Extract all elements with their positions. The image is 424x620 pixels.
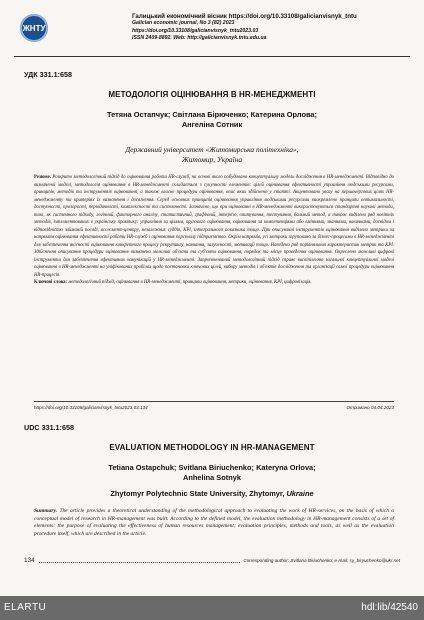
summary-en xyxy=(34,508,394,538)
affiliation-ua xyxy=(30,145,394,164)
journal-doi[interactable]: https://doi.org/10.33108/galicianvisnyk_tntu2023.03 xyxy=(132,27,259,34)
authors-ua-line2: Ангеліна Сотник xyxy=(181,119,243,129)
authors-en-line1: Tetiana Ostapchuk; Svitlana Biriuchenko; Kateryna Orlova; xyxy=(108,463,316,472)
journal-logo: ЖНТУ xyxy=(20,14,48,42)
journal-title-en: Galician economic journal, No 3 (82) 2023 xyxy=(132,20,235,27)
keywords-ua xyxy=(34,279,394,287)
repository-name: ELARTU xyxy=(4,602,47,613)
received-date: Отримано 04.04.2023 xyxy=(346,405,394,410)
keywords-label: Ключові слова: xyxy=(34,280,68,285)
article-doi[interactable]: https://doi.org/10.33108/galicianvisnyk_tntu2023.03.134 xyxy=(34,405,148,410)
title-ua: МЕТОДОЛОГІЯ ОЦІНЮВАННЯ В HR-МЕНЕДЖМЕНТІ xyxy=(108,90,316,99)
title-en: EVALUATION METHODOLOGY IN HR-MANAGEMENT xyxy=(109,443,315,452)
udc-ua: УДК 331.1:658 xyxy=(24,70,72,79)
authors-ua-line1: Тетяна Остапчук; Світлана Бірюченко; Катерина Орлова; xyxy=(106,110,317,119)
journal-header-text xyxy=(132,13,408,43)
affiliation-en-text: Zhytomyr Polytechnic State University, Zhytomyr, xyxy=(110,489,285,498)
page-number: 134 xyxy=(24,557,35,564)
authors-en-line2: Anhelina Sotnyk xyxy=(183,472,241,482)
journal-title: Галицький економічний вісник https://doi.org/10.33108/galicianvisnyk_tntu xyxy=(132,13,357,20)
affiliation-ua-line1: Державний університет «Житомирська політехніка», xyxy=(125,145,299,154)
journal-header xyxy=(14,10,410,57)
corresponding-author: Corresponding author: Svitlana Biriuchenko; e-mail: sy_biryuchenko@ukr.net xyxy=(243,558,400,563)
authors-en xyxy=(30,463,394,482)
repository-bar xyxy=(0,596,424,620)
footer-dots xyxy=(39,558,241,563)
affiliation-en xyxy=(30,489,394,498)
authors-ua xyxy=(30,110,394,129)
doi-row xyxy=(34,401,394,410)
abstract-text: Розкрито методологічний підхід до оцінювання роботи HR-служб, на основі якого побудовано концептуальну модель дослідження в HR-менеджменті. Відповідно до визначеної моделі, методологія оцінювання в HR-менеджменті складається з сукупності елементів: цілей оцінювання ефективності управління людськими ресурсами, принципів, методів та інструментів оцінювання, а також власне процедури оцінювання, опис яких здійснено у статті. Акцентовано увагу на першочергових цілях HR-менеджменту та критеріях їх визначення і досягнення. Серед основних принципів оцінювання управління людськими ресурсами виокремлено принципи оптимальності, доступності, прозорості, періодичності, комплексності та системності. Зазначено, що при оцінюванні в HR-менеджменті використовуються стандартні наукові методи, такі, як системного підходу, логічний, факторного аналізу, статистичний, графічний, інтерв'ю, опитування, тестування, бальний метод, а також виділено ряд новітніх методів, імплементованих в українську практику: управління за цілями, кругового оцінювання, оцінювання за компетенціями або вміннями, знаннями, навичками, досвідом і відповідністю займаній посаді, ассесмент-центру, незалежних суддів, KPI, інтегрального показника тощо. При описуванні інструментів оцінювання виділено метрики за напрямом оцінювання ефективності роботи HR-служб і оцінювання персоналу підприємства. Окрім напрямів, усі метрики згруповано за бізнес-процесами в HR-менеджменті для забезпечення якісності оцінювання конкретного процесу рекрутингу, навчання, залученості, мотивації тощо. Наведено ряд порівняльних характеристик метрик та KPI. Здійснення описування процедури оцінювання визначено можливі об'єкти та суб'єкти оцінювання, порядок та місце проведення оцінювання. Окреслено можливі цифрові інструменти для забезпечення ефективних комунікацій у HR-менеджменті. Запропонований методологічний підхід сприяє висвітленню загальної концептуальної моделі оцінювання в HR-менеджменті на уніфікованих пробілах щодо постановки ключових цілей, вибору методів і об'єктів дослідження та організації самої процедури оцінювання HR-процесів. xyxy=(34,175,395,278)
keywords-text: методологічний підхід, оцінювання в HR-менеджменті, принципи оцінювання, метрики, оцінювання, KPI, цифровізація. xyxy=(68,280,312,285)
abstract-label: Резюме. xyxy=(34,175,51,180)
affiliation-en-country: Ukraine xyxy=(286,489,314,498)
udc-en: UDC 331.1:658 xyxy=(24,423,74,432)
affiliation-ua-line2: Житомир, Україна xyxy=(181,154,243,164)
page-footer xyxy=(24,557,400,564)
journal-issn: ISSN 2409-8892. Web: http://galicianvisnyk.tntu.edu.ua xyxy=(132,35,267,42)
summary-text: The article provides a theoretical understanding of the methodological approach to evaluating the work of HR-services, on the basis of which a conceptual model of research in HR-management was built. According to the defined model, the evaluation methodology in HR-management consists of a set of elements: the purpose of evaluating the effectiveness of human resources management; evaluation principles, methods and tools, as well as the evaluation procedure itself, which are described in the article. xyxy=(34,508,394,537)
repository-handle[interactable]: hdl:lib/42540 xyxy=(361,602,418,613)
summary-label: Summary. xyxy=(34,508,58,514)
abstract-ua xyxy=(34,174,394,287)
